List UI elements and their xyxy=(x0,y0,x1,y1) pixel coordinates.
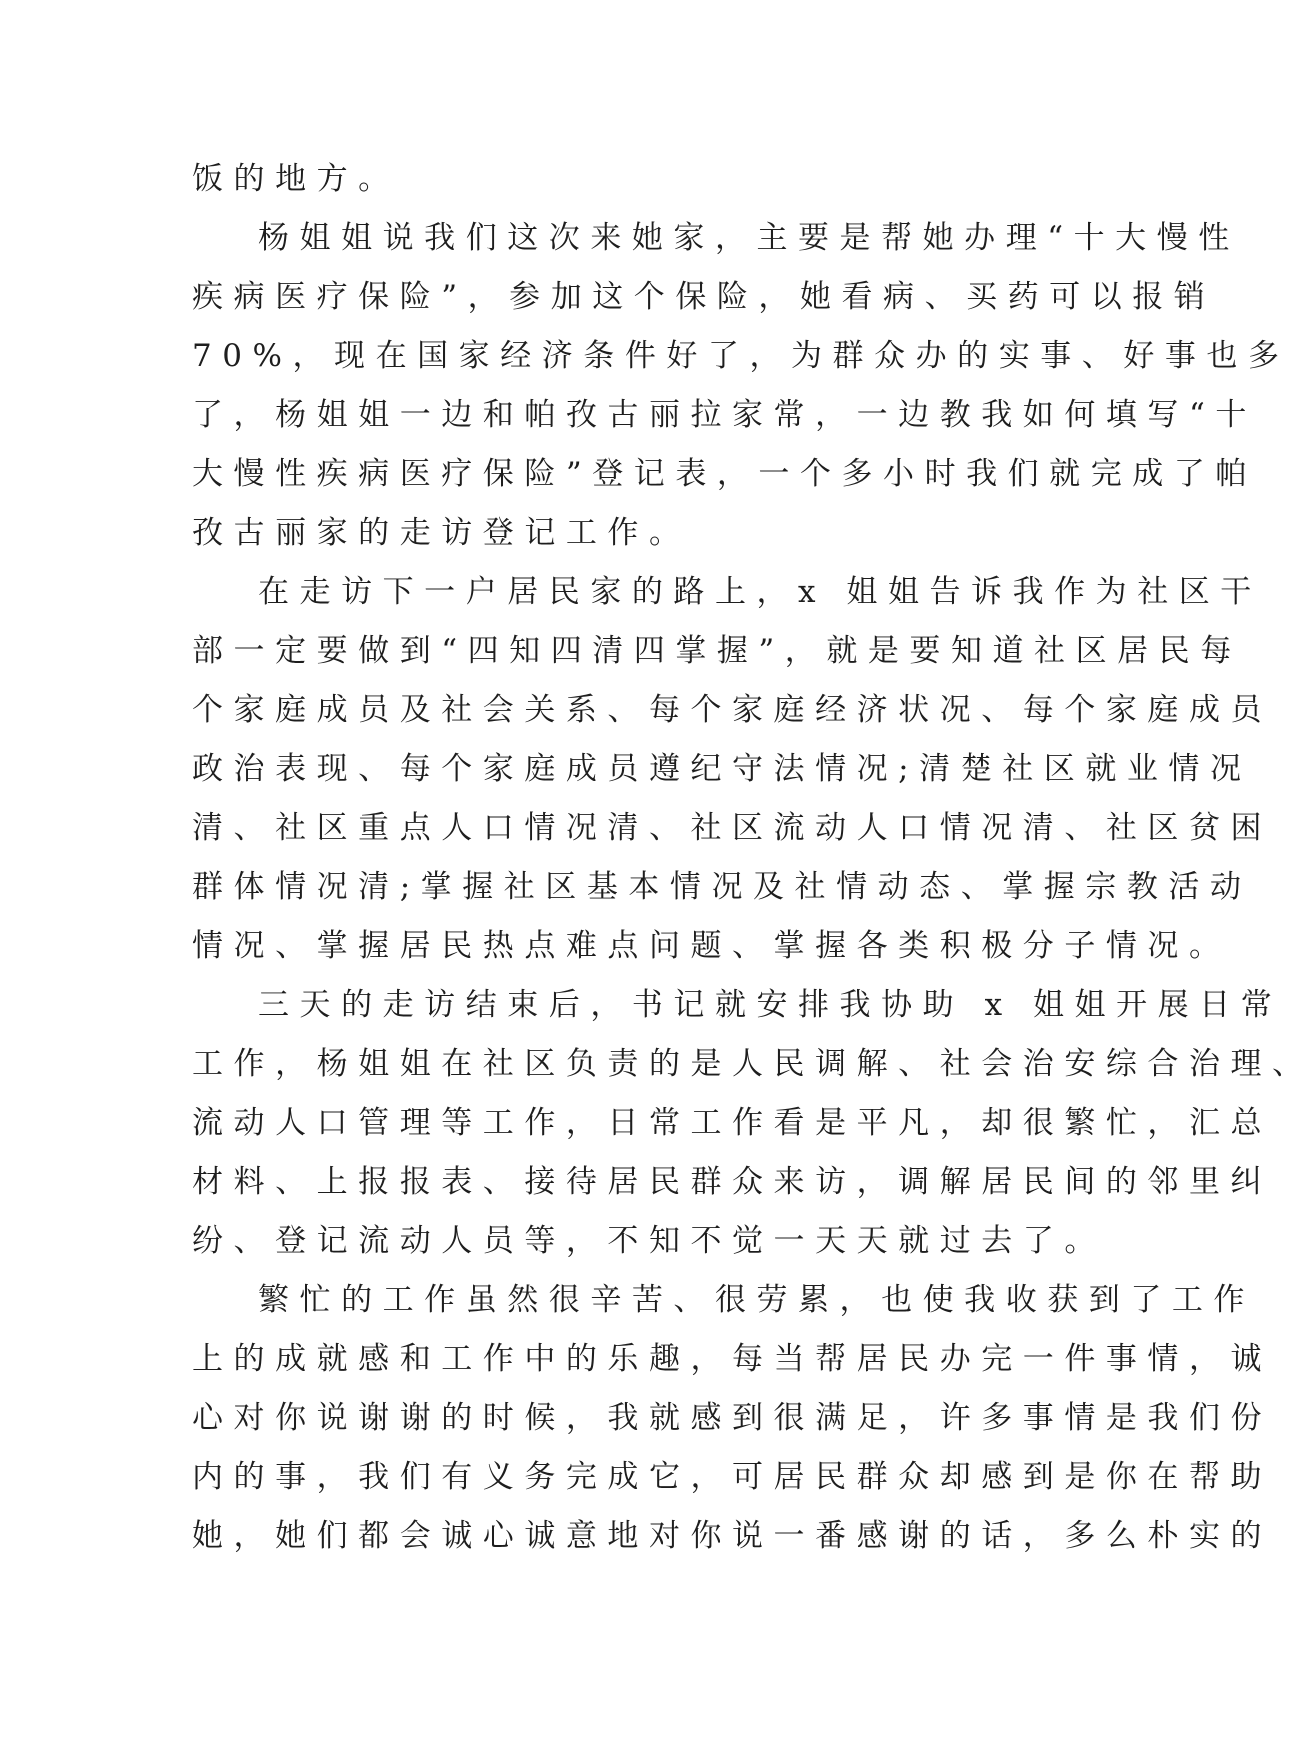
text-line: 在走访下一户居民家的路上，x 姐姐告诉我作为社区干 xyxy=(258,574,1262,610)
text-line: 材料、上报报表、接待居民群众来访，调解居民间的邻里纠 xyxy=(192,1164,1273,1200)
text-line: 杨姐姐说我们这次来她家，主要是帮她办理“十大慢性 xyxy=(258,220,1240,256)
text-line: 工作，杨姐姐在社区负责的是人民调解、社会治安综合治理、 xyxy=(192,1046,1314,1082)
text-line: 三天的走访结束后，书记就安排我协助 x 姐姐开展日常 xyxy=(258,987,1283,1023)
text-line: 大慢性疾病医疗保险”登记表，一个多小时我们就完成了帕 xyxy=(192,456,1257,492)
text-line: 清、社区重点人口情况清、社区流动人口情况清、社区贫困 xyxy=(192,810,1273,846)
text-line: 个家庭成员及社会关系、每个家庭经济状况、每个家庭成员 xyxy=(192,692,1273,728)
text-line: 政治表现、每个家庭成员遵纪守法情况;清楚社区就业情况 xyxy=(192,751,1252,787)
text-line: 上的成就感和工作中的乐趣，每当帮居民办完一件事情，诚 xyxy=(192,1341,1273,1377)
text-line: 了，杨姐姐一边和帕孜古丽拉家常，一边教我如何填写“十 xyxy=(192,397,1257,433)
text-line: 她，她们都会诚心诚意地对你说一番感谢的话，多么朴实的 xyxy=(192,1518,1273,1554)
text-line: 内的事，我们有义务完成它，可居民群众却感到是你在帮助 xyxy=(192,1459,1273,1495)
text-line: 群体情况清;掌握社区基本情况及社情动态、掌握宗教活动 xyxy=(192,869,1252,905)
text-line: 纷、登记流动人员等，不知不觉一天天就过去了。 xyxy=(192,1223,1106,1259)
text-line: 疾病医疗保险”，参加这个保险，她看病、买药可以报销 xyxy=(192,279,1216,315)
text-line: 心对你说谢谢的时候，我就感到很满足，许多事情是我们份 xyxy=(192,1400,1273,1436)
text-line: 情况、掌握居民热点难点问题、掌握各类积极分子情况。 xyxy=(192,928,1231,964)
text-line: 流动人口管理等工作，日常工作看是平凡，却很繁忙，汇总 xyxy=(192,1105,1273,1141)
text-line: 70%，现在国家经济条件好了，为群众办的实事、好事也多 xyxy=(192,338,1290,374)
text-line: 孜古丽家的走访登记工作。 xyxy=(192,515,691,551)
document-body xyxy=(192,150,1314,1566)
text-line: 繁忙的工作虽然很辛苦、很劳累，也使我收获到了工作 xyxy=(258,1282,1255,1318)
text-line: 饭的地方。 xyxy=(192,161,400,197)
text-line: 部一定要做到“四知四清四掌握”，就是要知道社区居民每 xyxy=(192,633,1242,669)
